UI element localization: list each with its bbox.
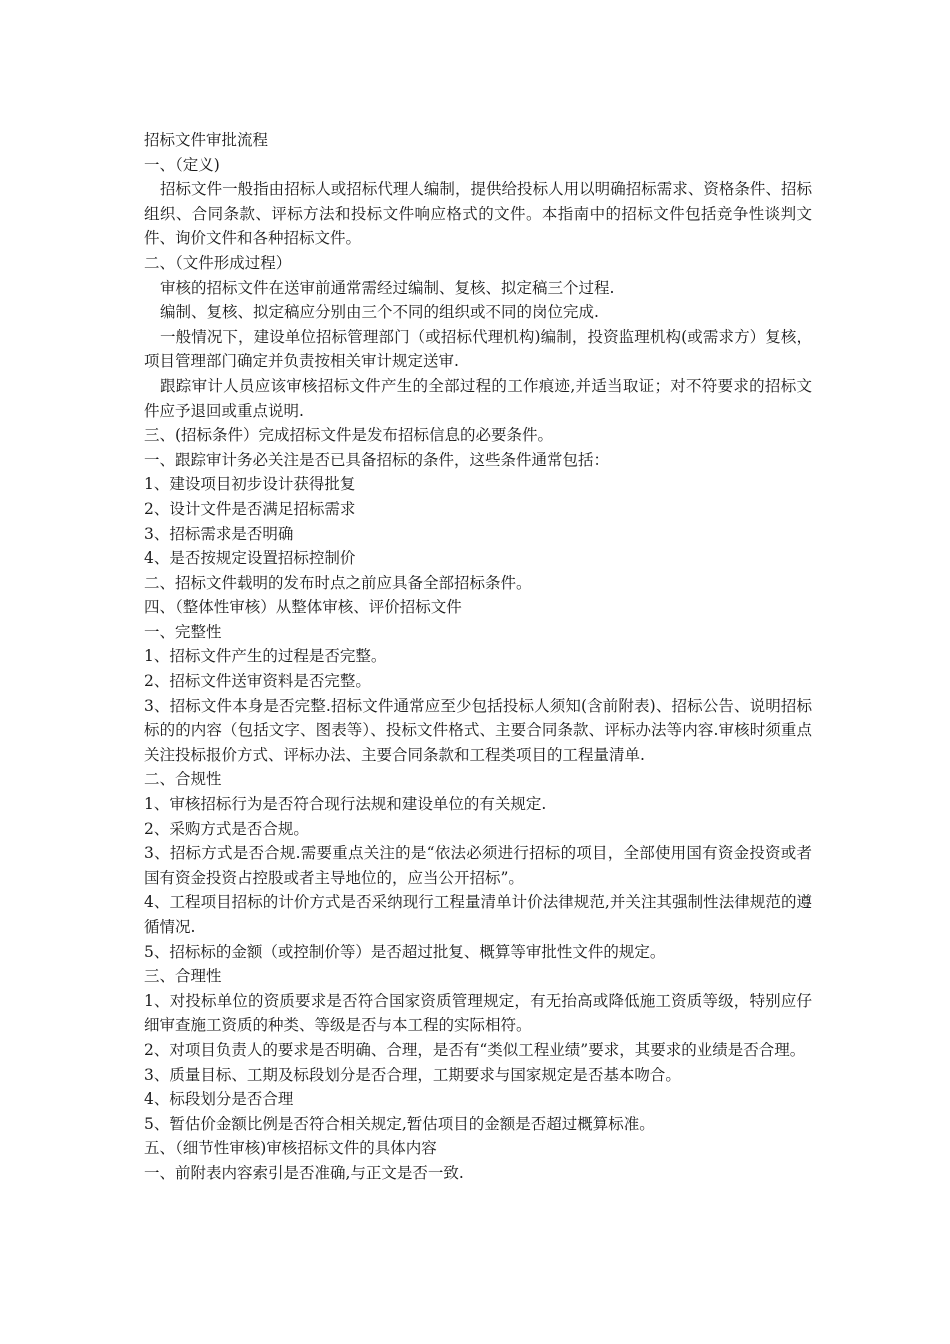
paragraph: 跟踪审计人员应该审核招标文件产生的全部过程的工作痕迹,并适当取证；对不符要求的招标文件应予退回或重点说明. <box>144 376 812 420</box>
paragraph: 2、对项目负责人的要求是否明确、合理，是否有“类似工程业绩”要求，其要求的业绩是否合理。 <box>144 1040 806 1059</box>
document-body <box>144 153 812 1186</box>
paragraph: 一、跟踪审计务必关注是否已具备招标的条件，这些条件通常包括： <box>144 450 610 469</box>
paragraph: 一般情况下，建设单位招标管理部门（或招标代理机构)编制，投资监理机构(或需求方）复核，项目管理部门确定并负责按相关审计规定送审. <box>144 327 812 371</box>
paragraph: 1、招标文件产生的过程是否完整。 <box>144 647 387 666</box>
paragraph: 3、招标方式是否合规.需要重点关注的是“依法必须进行招标的项目，全部使用国有资金投资或者国有资金投资占控股或者主导地位的，应当公开招标”。 <box>144 844 812 887</box>
paragraph: 二、招标文件载明的发布时点之前应具备全部招标条件。 <box>144 573 532 592</box>
paragraph: 2、招标文件送审资料是否完整。 <box>144 672 371 691</box>
paragraph: 三、(招标条件）完成招标文件是发布招标信息的必要条件。 <box>144 426 554 445</box>
paragraph: 5、招标标的金额（或控制价等）是否超过批复、概算等审批性文件的规定。 <box>144 942 666 961</box>
paragraph: 一、前附表内容索引是否准确,与正文是否一致. <box>144 1163 464 1182</box>
paragraph: 3、招标需求是否明确 <box>144 524 294 543</box>
paragraph: 三、合理性 <box>144 967 222 986</box>
paragraph: 审核的招标文件在送审前通常需经过编制、复核、拟定稿三个过程. <box>160 278 615 297</box>
paragraph: 2、设计文件是否满足招标需求 <box>144 499 356 518</box>
paragraph: 5、暂估价金额比例是否符合相关规定,暂估项目的金额是否超过概算标准。 <box>144 1114 655 1133</box>
paragraph: 一、完整性 <box>144 622 222 641</box>
paragraph: 3、招标文件本身是否完整.招标文件通常应至少包括投标人须知(含前附表)、招标公告、说明招标标的的内容（包括文字、图表等）、投标文件格式、主要合同条款、评标办法等内容.审核时须重点关注投标报价方式、评标办法、主要合同条款和工程类项目的工程量清单. <box>144 696 812 764</box>
paragraph: 四、（整体性审核）从整体审核、评价招标文件 <box>144 598 462 617</box>
document-title: 招标文件审批流程 <box>144 131 269 149</box>
paragraph: 2、采购方式是否合规。 <box>144 819 309 838</box>
paragraph: 4、是否按规定设置招标控制价 <box>144 549 356 568</box>
paragraph: 4、工程项目招标的计价方式是否采纳现行工程量清单计价法律规范,并关注其强制性法律规范的遵循情况. <box>144 893 812 936</box>
paragraph: 1、审核招标行为是否符合现行法规和建设单位的有关规定. <box>144 795 547 814</box>
paragraph: 招标文件一般指由招标人或招标代理人编制，提供给投标人用以明确招标需求、资格条件、招标组织、合同条款、评标方法和投标文件响应格式的文件。本指南中的招标文件包括竞争性谈判文件、询价文件和各种招标文件。 <box>144 180 812 248</box>
paragraph: 编制、复核、拟定稿应分别由三个不同的组织或不同的岗位完成. <box>160 303 599 322</box>
document-page <box>144 128 812 1186</box>
paragraph: 1、建设项目初步设计获得批复 <box>144 475 356 494</box>
paragraph: 1、对投标单位的资质要求是否符合国家资质管理规定，有无抬高或降低施工资质等级，特别应仔细审查施工资质的种类、等级是否与本工程的实际相符。 <box>144 991 812 1035</box>
paragraph: 二、合规性 <box>144 770 222 789</box>
paragraph: 一、（定义) <box>144 155 220 174</box>
paragraph: 五、（细节性审核)审核招标文件的具体内容 <box>144 1139 437 1158</box>
paragraph: 二、（文件形成过程） <box>144 253 292 272</box>
paragraph: 3、质量目标、工期及标段划分是否合理，工期要求与国家规定是否基本吻合。 <box>144 1065 681 1084</box>
paragraph: 4、标段划分是否合理 <box>144 1090 294 1109</box>
